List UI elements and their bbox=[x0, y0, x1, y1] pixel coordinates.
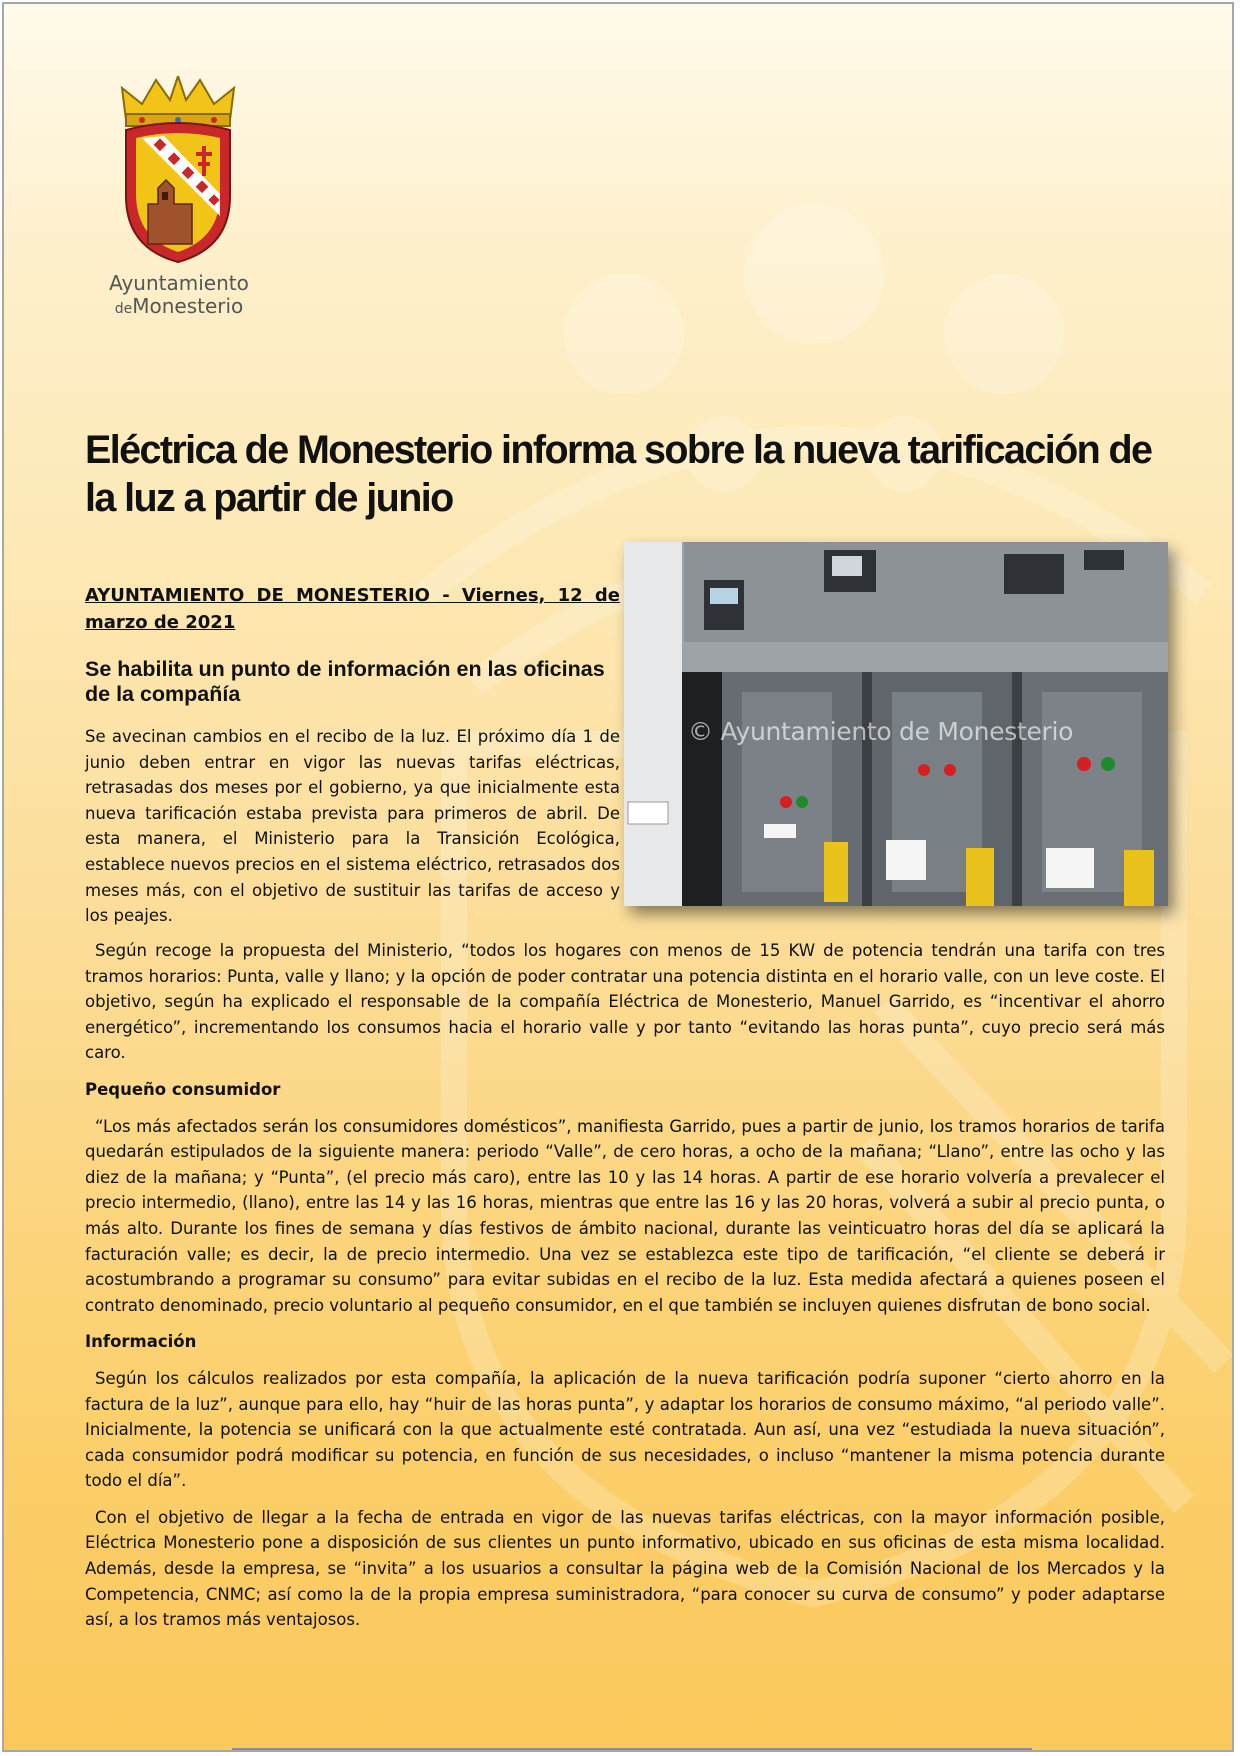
town-hall-logo bbox=[108, 76, 258, 318]
article-title: Eléctrica de Monesterio informa sobre la nueva tarificación de la luz a partir de junio bbox=[85, 428, 1152, 520]
footer-divider bbox=[232, 1748, 1032, 1750]
lead-paragraph: Se avecinan cambios en el recibo de la luz. El próximo día 1 de junio deben entrar en vigor las nuevas tarifas eléctricas, retrasadas dos meses por el gobierno, ya que inicialmente esta nueva tarificación estaba prevista para primeros de abril. De esta manera, el Ministerio para la Transición Ecológica, establece nuevos precios en el sistema eléctrico, retrasados dos meses más, con el objetivo de sustituir las tarifas de acceso y los peajes. bbox=[85, 727, 620, 926]
article-body bbox=[85, 938, 1165, 1644]
body-paragraph: Según recoge la propuesta del Ministerio, “todos los hogares con menos de 15 KW de potencia tendrán una tarifa con tres tramos horarios: Punta, valle y llano; y la opción de poder contratar una potencia distinta en el horario valle, con un leve coste. El objetivo, según ha explicado el responsable de la compañía Eléctrica de Monesterio, Manuel Garrido, es “incentivar el ahorro energético”, incrementando los consumos hacia el horario valle y por tanto “evitando las horas punta”, cuyo precio será más caro. bbox=[85, 941, 1165, 1063]
body-paragraph: “Los más afectados serán los consumidores domésticos”, manifiesta Garrido, pues a partir de junio, los tramos horarios de tarifa quedarán estipulados de la siguiente manera: periodo “Valle”, de cero horas, a ocho de la mañana; “Llano”, entre las ocho y las diez de la mañana; y “Punta”, (el precio más caro), entre las 10 y las 14 horas. A partir de ese horario volvería a prevalecer el precio intermedio, (llano), entre las 14 y las 16 horas, mientras que entre las 16 y las 20 horas, volverá a subir al precio punta, o más alto. Durante los fines de semana y días festivos de ámbito nacional, durante las veinticuatro horas del día se aplicará la facturación valle; es decir, la de precio intermedio. Una vez se establezca este tipo de tarificación, “el cliente se deberá ir acostumbrando a programar su consumo” para evitar subidas en el recibo de la luz. Esta medida afectará a quienes poseen el contrato denominado, precio voluntario al pequeño consumidor, en el que también se incluyen quienes disfrutan de bono social. bbox=[85, 1116, 1165, 1315]
logo-name-line2: Monesterio bbox=[132, 294, 244, 318]
article-byline: AYUNTAMIENTO DE MONESTERIO - Viernes, 12 de marzo de 2021 bbox=[85, 585, 620, 633]
coat-of-arms-icon bbox=[112, 76, 244, 266]
logo-text bbox=[104, 272, 254, 321]
document-page bbox=[2, 2, 1234, 1752]
article-subheading: Se habilita un punto de información en las oficinas de la compañía bbox=[85, 657, 605, 706]
body-paragraph: Según los cálculos realizados por esta compañía, la aplicación de la nueva tarificación podría suponer “cierto ahorro en la factura de la luz”, aunque para ello, hay “huir de las horas punta”, y adaptar los horarios de consumo máximo, “al periodo valle”. Inicialmente, la potencia se unificará con la que actualmente esté contratada. Aun así, una vez “estudiada la nueva situación”, cada consumidor podrá modificar su potencia, en función de sus necesidades, o incluso “mantener la misma potencia durante todo el día”. bbox=[85, 1368, 1165, 1491]
section-heading: Pequeño consumidor bbox=[85, 1079, 281, 1099]
article-photo bbox=[624, 542, 1168, 906]
logo-name-line1: Ayuntamiento bbox=[109, 271, 249, 295]
photo-watermark: © Ayuntamiento de Monesterio bbox=[688, 717, 1074, 746]
logo-name-line2-wrap bbox=[104, 295, 254, 321]
logo-name-prefix: de bbox=[114, 301, 133, 317]
body-paragraph: Con el objetivo de llegar a la fecha de entrada en vigor de las nuevas tarifas eléctricas, con la mayor información posible, Eléctrica Monesterio pone a disposición de sus clientes un punto informativo, ubicado en sus oficinas de esta misma localidad. Además, desde la empresa, se “invita” a los usuarios a consultar la página web de la Comisión Nacional de los Mercados y la Competencia, CNMC; así como la de la propia empresa suministradora, “para conocer su curva de consumo” y poder adaptarse así, a los tramos más ventajosos. bbox=[85, 1507, 1165, 1630]
section-heading: Información bbox=[85, 1332, 197, 1352]
